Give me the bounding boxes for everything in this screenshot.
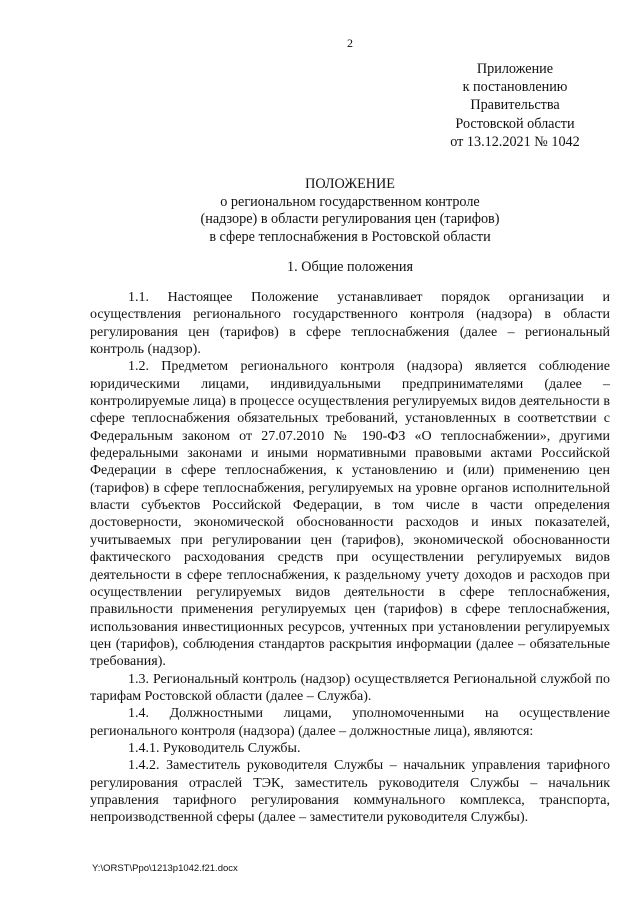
paragraph-1-4: 1.4. Должностными лицами, уполномоченными на осуществление регионального контроля (надзора) (далее – должностные лица), являются: <box>90 706 610 739</box>
page-number: 2 <box>347 36 353 50</box>
title-heading: ПОЛОЖЕНИЕ <box>305 176 395 192</box>
paragraph-1-3: 1.3. Региональный контроль (надзор) осуществляется Региональной службой по тарифам Ростовской области (далее – Служба). <box>90 671 610 704</box>
document-body <box>90 289 610 827</box>
paragraph-1-4-1: 1.4.1. Руководитель Службы. <box>128 740 301 756</box>
title-line: в сфере теплоснабжения в Ростовской области <box>209 228 491 245</box>
appendix-line: Правительства <box>470 97 560 114</box>
title-line: о региональном государственном контроле <box>220 193 480 210</box>
paragraph-1-2: 1.2. Предметом регионального контроля (надзора) является соблюдение юридическими лицами, индивидуальными предпринимателями (далее – контролируемые лица) в процессе осуществления регулируемых видов деятельности в сфере теплоснабжения обязательных требований, установленных в соответствии с Федеральным законом от 27.07.2010 № 190-ФЗ «О теплоснабжении», другими федеральными законами и иными нормативными правовыми актами Российской Федерации в сфере теплоснабжения, к установлению и (или) применению цен (тарифов) в сфере теплоснабжения, регулируемых на уровне органов исполнительной власти субъектов Российской Федерации, в том числе в части определения достоверности, экономической обоснованности расходов и иных показателей, учитываемых при регулировании цен (тарифов), экономической обоснованности фактического расходования средств при осуществлении регулируемых видов деятельности в сфере теплоснабжения, к раздельному учету доходов и расходов при осуществлении регулируемых видов деятельности в сфере теплоснабжения, правильности применения регулируемых цен (тарифов) в сфере теплоснабжения, использования инвестиционных ресурсов, учтенных при установлении регулируемых цен (тарифов), соблюдения стандартов раскрытия информации (далее – обязательные требования). <box>90 359 610 670</box>
appendix-line: к постановлению <box>462 79 568 96</box>
paragraph-1-1: 1.1. Настоящее Положение устанавливает порядок организации и осуществления регионального государственного контроля (надзора) в области регулирования цен (тарифов) в сфере теплоснабжения (далее – региональный контроль (надзор). <box>90 290 610 358</box>
appendix-line: от 13.12.2021 № 1042 <box>450 133 580 150</box>
appendix-line: Приложение <box>476 61 554 77</box>
document-title <box>40 176 640 246</box>
paragraph-1-4-2: 1.4.2. Заместитель руководителя Службы – начальник управления тарифного регулирования отраслей ТЭК, заместитель руководителя Службы – начальник управления тарифного регулирования коммунального комплекса, транспорта, непроизводственной сферы (далее – заместители руководителя Службы). <box>90 758 610 826</box>
section-heading: 1. Общие положения <box>287 259 413 275</box>
title-line: (надзоре) в области регулирования цен (тарифов) <box>200 211 500 228</box>
appendix-line: Ростовской области <box>455 115 575 132</box>
appendix-block <box>440 60 590 151</box>
footer-file-path: Y:\ORST\Ppo\1213p1042.f21.docx <box>92 863 238 874</box>
